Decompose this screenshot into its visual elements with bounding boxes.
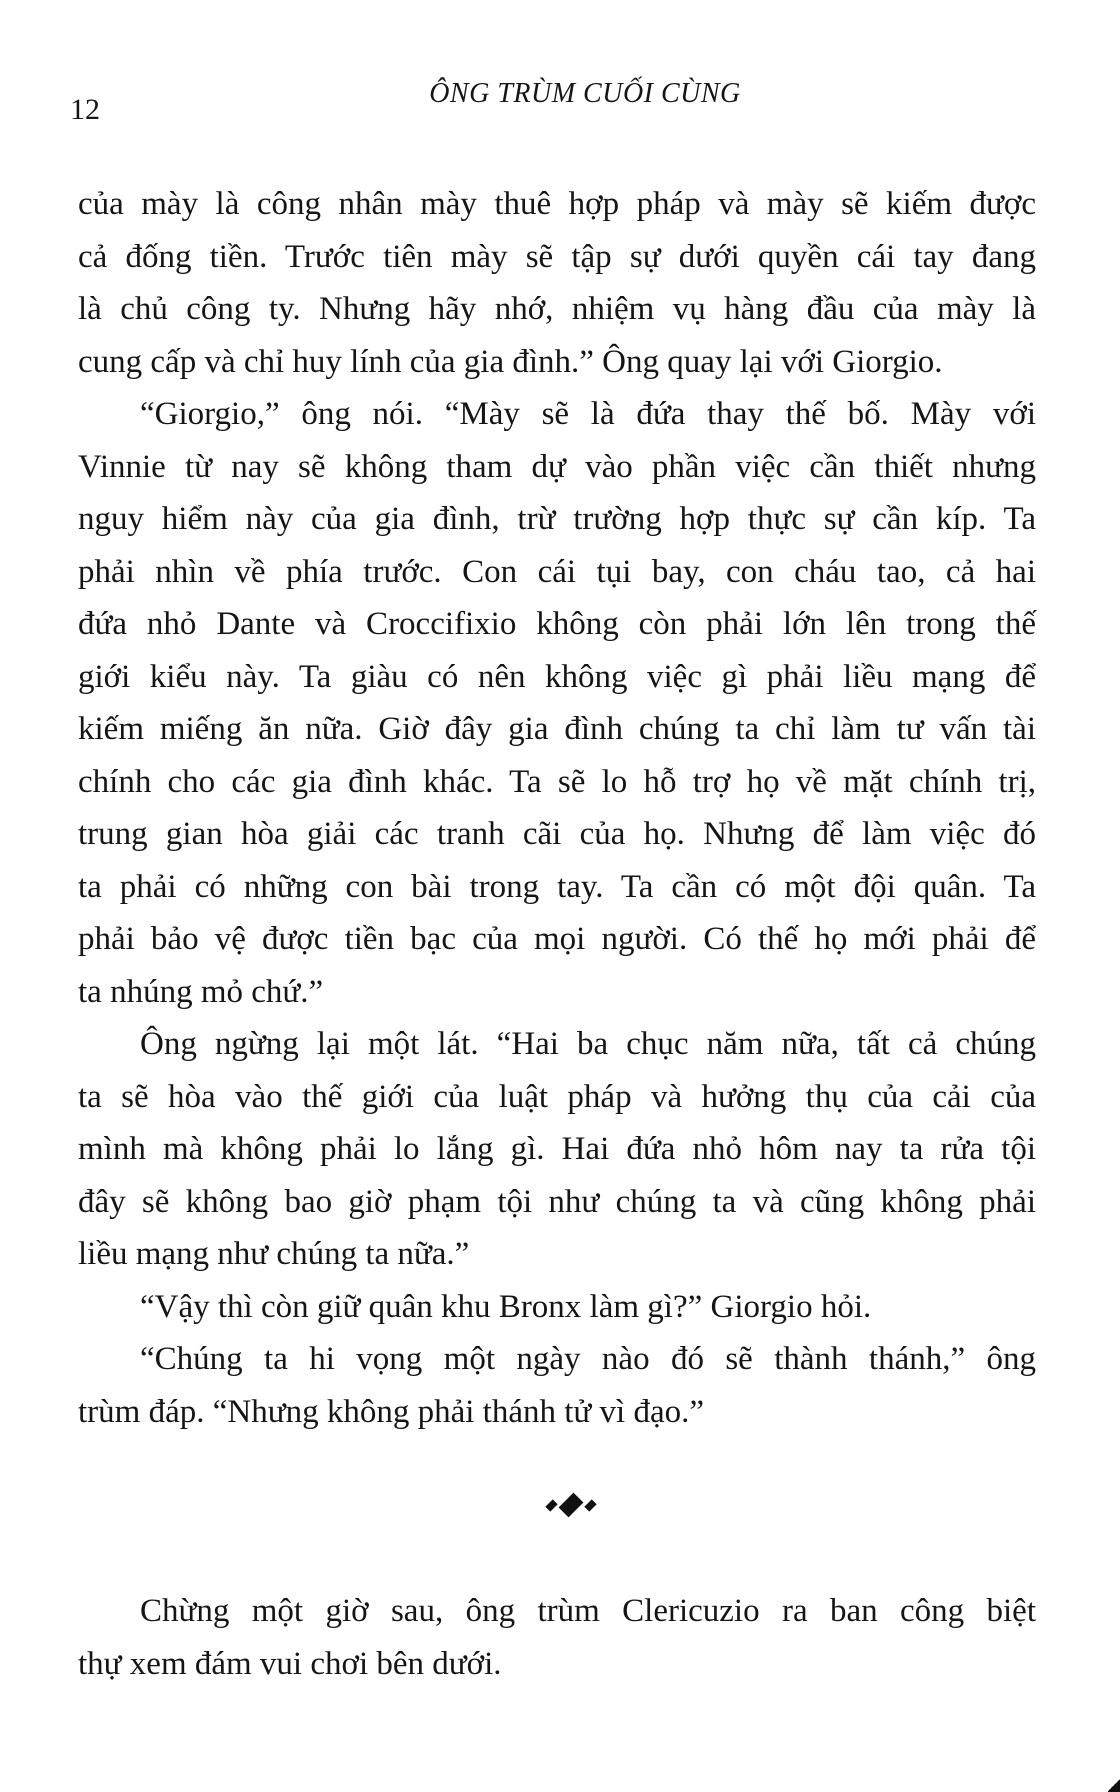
text-line: Vinnie từ nay sẽ không tham dự vào phần việc cần thiết nhưng	[78, 448, 1036, 485]
text-line: phải bảo vệ được tiền bạc của mọi người. Có thế họ mới phải để	[78, 921, 1036, 957]
text-line: giới kiểu này. Ta giàu có nên không việc gì phải liều mạng để	[78, 658, 1036, 695]
text-line: đứa nhỏ Dante và Croccifixio không còn phải lớn lên trong thế	[78, 606, 1036, 642]
text-line: cả đống tiền. Trước tiên mày sẽ tập sự dưới quyền cái tay đang	[78, 238, 1036, 275]
text-line: liều mạng như chúng ta nữa.”	[78, 1236, 470, 1272]
text-line: trung gian hòa giải các tranh cãi của họ. Nhưng để làm việc đó	[78, 816, 1036, 852]
diamond-ornament-icon	[545, 1499, 557, 1511]
body-text	[78, 178, 1036, 1438]
paragraph-start-line: “Chúng ta hi vọng một ngày nào đó sẽ thành thánh,” ông	[140, 1341, 1036, 1377]
running-header-title: ÔNG TRÙM CUỐI CÙNG	[429, 78, 741, 109]
paragraph-start-line: “Vậy thì còn giữ quân khu Bronx làm gì?” Giorgio hỏi.	[140, 1288, 872, 1325]
body-text-after-break	[78, 1585, 1036, 1690]
text-line: chính cho các gia đình khác. Ta sẽ lo hỗ trợ họ về mặt chính trị,	[78, 763, 1036, 800]
paragraph-start-line: Chừng một giờ sau, ông trùm Clericuzio ra ban công biệt	[140, 1593, 1036, 1629]
text-line: thự xem đám vui chơi bên dưới.	[78, 1645, 502, 1682]
text-line: đây sẽ không bao giờ phạm tội như chúng ta và cũng không phải	[78, 1183, 1036, 1220]
text-line: trùm đáp. “Nhưng không phải thánh tử vì đạo.”	[78, 1393, 704, 1430]
text-line: mình mà không phải lo lắng gì. Hai đứa nhỏ hôm nay ta rửa tội	[78, 1131, 1036, 1167]
text-line: là chủ công ty. Nhưng hãy nhớ, nhiệm vụ hàng đầu của mày là	[78, 291, 1036, 327]
text-line: phải nhìn về phía trước. Con cái tụi bay, con cháu tao, cả hai	[78, 553, 1036, 590]
text-line: của mày là công nhân mày thuê hợp pháp và mày sẽ kiếm được	[78, 186, 1036, 222]
text-line: ta phải có những con bài trong tay. Ta cần có một đội quân. Ta	[78, 868, 1036, 905]
diamond-ornament-icon	[584, 1499, 596, 1511]
text-line: kiếm miếng ăn nữa. Giờ đây gia đình chúng ta chỉ làm tư vấn tài	[78, 711, 1036, 747]
page-number: 12	[70, 93, 100, 126]
section-break-ornament	[0, 1498, 1120, 1512]
text-line: nguy hiểm này của gia đình, trừ trường hợp thực sự cần kíp. Ta	[78, 501, 1036, 537]
diamond-ornament-icon	[559, 1493, 584, 1518]
text-line: ta nhúng mỏ chứ.”	[78, 973, 324, 1010]
text-line: ta sẽ hòa vào thế giới của luật pháp và hưởng thụ của cải của	[78, 1078, 1036, 1115]
text-line: cung cấp và chỉ huy lính của gia đình.” Ông quay lại với Giorgio.	[78, 343, 943, 380]
paragraph-start-line: “Giorgio,” ông nói. “Mày sẽ là đứa thay thế bố. Mày với	[140, 396, 1036, 432]
page-corner-shadow	[1108, 1778, 1120, 1792]
paragraph-start-line: Ông ngừng lại một lát. “Hai ba chục năm nữa, tất cả chúng	[140, 1026, 1036, 1062]
